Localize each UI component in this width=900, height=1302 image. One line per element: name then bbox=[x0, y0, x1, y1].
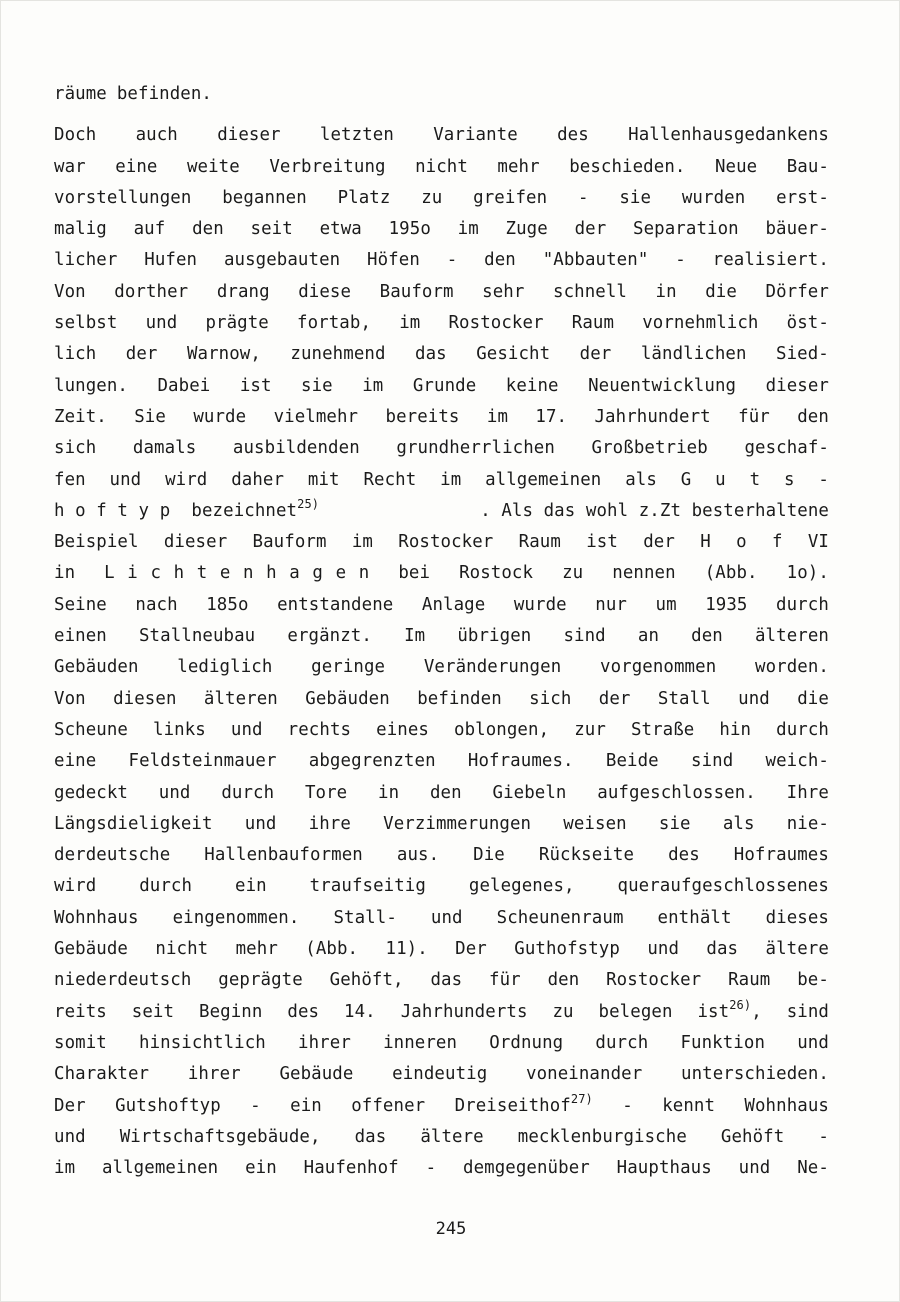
body-text bbox=[54, 79, 829, 1184]
text-line: im allgemeinen ein Haufenhof - demgegenüber Haupthaus und Ne- bbox=[54, 1158, 829, 1179]
page-number: 245 bbox=[435, 1219, 467, 1239]
text-line: einen Stallneubau ergänzt. Im übrigen sind an den älteren bbox=[54, 626, 829, 647]
text-line: niederdeutsch geprägte Gehöft, das für den Rostocker Raum be- bbox=[54, 970, 829, 991]
paragraph-gap bbox=[54, 110, 829, 120]
footnote-ref-27: 27) bbox=[570, 1091, 593, 1106]
text-line: gedeckt und durch Tore in den Giebeln aufgeschlossen. Ihre bbox=[54, 782, 829, 803]
text-line: Wohnhaus eingenommen. Stall- und Scheunenraum enthält dieses bbox=[54, 907, 829, 928]
spaced-place-name: L i c h t e n h a g e n bbox=[104, 563, 370, 584]
text-line: derdeutsche Hallenbauformen aus. Die Rückseite des Hofraumes bbox=[54, 845, 829, 866]
text-line: selbst und prägte fortab, im Rostocker Raum vornehmlich öst- bbox=[54, 313, 829, 334]
text-line-footnote-26: reits seit Beginn des 14. Jahrhunderts zu belegen ist$^{26)}$, sind bbox=[54, 997, 829, 1022]
text-line: vorstellungen begannen Platz zu greifen - sie wurden erst- bbox=[54, 187, 829, 208]
text-line: lich der Warnow, zunehmend das Gesicht der ländlichen Sied- bbox=[54, 344, 829, 365]
text-line: Beispiel dieser Bauform im Rostocker Raum ist der H o f VI bbox=[54, 532, 829, 553]
text-line: Doch auch dieser letzten Variante des Hallenhausgedankens bbox=[54, 125, 829, 146]
text-line: Von diesen älteren Gebäuden befinden sich der Stall und die bbox=[54, 688, 829, 709]
text-line-footnote-27: Der Gutshoftyp - ein offener Dreiseithof$^{27)}$ - kennt Wohnhaus bbox=[54, 1091, 829, 1116]
text-line: Gebäude nicht mehr (Abb. 11). Der Guthofstyp und das ältere bbox=[54, 939, 829, 960]
footnote-ref-26: 26) bbox=[729, 997, 752, 1012]
text-line: fen und wird daher mit Recht im allgemeinen als G u t s - bbox=[54, 469, 829, 490]
text-line: malig auf den seit etwa 195o im Zuge der Separation bäuer- bbox=[54, 219, 829, 240]
text-line: licher Hufen ausgebauten Höfen - den "Abbauten" - realisiert. bbox=[54, 250, 829, 271]
text-line: lungen. Dabei ist sie im Grunde keine Neuentwicklung dieser bbox=[54, 375, 829, 396]
text-line: somit hinsichtlich ihrer inneren Ordnung durch Funktion und bbox=[54, 1032, 829, 1053]
text-line: Gebäuden lediglich geringe Veränderungen vorgenommen worden. bbox=[54, 657, 829, 678]
text-line: wird durch ein traufseitig gelegenes, queraufgeschlossenes bbox=[54, 876, 829, 897]
text-line-footnote-25: h o f t y p bezeichnet$^{25)}$ . Als das wohl z.Zt besterhaltene bbox=[54, 496, 829, 521]
text-line: Von dorther drang diese Bauform sehr schnell in die Dörfer bbox=[54, 281, 829, 302]
text-line: war eine weite Verbreitung nicht mehr beschieden. Neue Bau- bbox=[54, 156, 829, 177]
text-line: Charakter ihrer Gebäude eindeutig voneinander unterschieden. bbox=[54, 1064, 829, 1085]
text-line-lichtenhagen: in L i c h t e n h a g e n bei Rostock zu nennen (Abb. 1o). bbox=[54, 558, 829, 589]
text-line: eine Feldsteinmauer abgegrenzten Hofraumes. Beide sind weich- bbox=[54, 751, 829, 772]
footnote-ref-25: 25) bbox=[297, 496, 320, 511]
text-line: Scheune links und rechts eines oblongen, zur Straße hin durch bbox=[54, 719, 829, 740]
text-line: sich damals ausbildenden grundherrlichen Großbetrieb geschaf- bbox=[54, 438, 829, 459]
text-line: räume befinden. bbox=[54, 84, 212, 104]
text-line: Zeit. Sie wurde vielmehr bereits im 17. Jahrhundert für den bbox=[54, 406, 829, 427]
text-line: Seine nach 185o entstandene Anlage wurde nur um 1935 durch bbox=[54, 594, 829, 615]
text-line: und Wirtschaftsgebäude, das ältere mecklenburgische Gehöft - bbox=[54, 1126, 829, 1147]
text-line: Längsdieligkeit und ihre Verzimmerungen weisen sie als nie- bbox=[54, 813, 829, 834]
